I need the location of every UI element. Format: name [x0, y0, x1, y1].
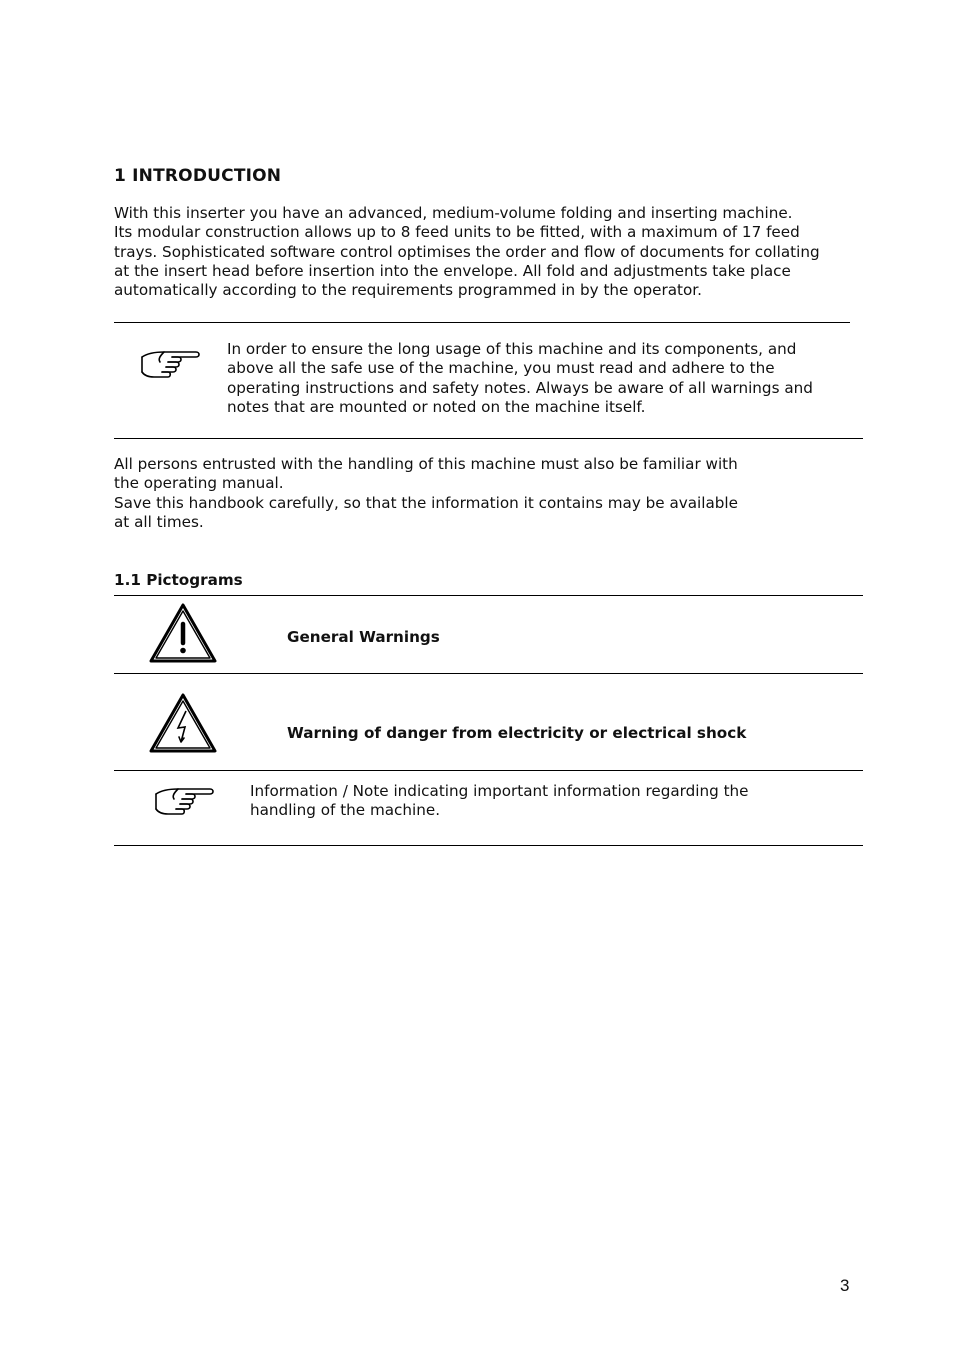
pictogram-label: General Warnings: [287, 628, 440, 646]
intro-paragraph: [114, 204, 820, 300]
note-box-bottom-rule: [114, 438, 863, 439]
electric-shock-warning-icon: [148, 692, 218, 754]
persons-line: All persons entrusted with the handling of this machine must also be familiar with: [114, 455, 738, 473]
note-line: above all the safe use of the machine, you must read and adhere to the: [227, 359, 775, 378]
note-line: notes that are mounted or noted on the machine itself.: [227, 397, 646, 416]
persons-line: the operating manual.: [114, 474, 284, 493]
intro-line: Its modular construction allows up to 8 feed units to be fitted, with a maximum of 17 feed: [114, 223, 800, 242]
note-box-top-rule: [114, 322, 850, 323]
pointing-hand-icon: [138, 347, 202, 381]
pictogram-table-rule: [114, 673, 863, 674]
persons-line: at all times.: [114, 512, 204, 531]
intro-line: at the insert head before insertion into the envelope. All fold and adjustments take place: [114, 261, 791, 280]
pictogram-table-rule: [114, 595, 863, 596]
pictogram-table-rule: [114, 770, 863, 771]
persons-paragraph: [114, 455, 738, 532]
intro-line: trays. Sophisticated software control optimises the order and flow of documents for collating: [114, 242, 820, 261]
pictogram-note-line: Information / Note indicating important information regarding the: [250, 782, 749, 800]
note-line: operating instructions and safety notes. Always be aware of all warnings and: [227, 378, 813, 397]
note-line: In order to ensure the long usage of this machine and its components, and: [227, 340, 797, 358]
pictogram-label: Warning of danger from electricity or electrical shock: [287, 724, 747, 742]
warning-triangle-icon: [148, 602, 218, 664]
pictogram-table-rule: [114, 845, 863, 846]
pictogram-note-line: handling of the machine.: [250, 801, 441, 820]
intro-line: automatically according to the requirements programmed in by the operator.: [114, 281, 702, 300]
persons-line: Save this handbook carefully, so that the information it contains may be available: [114, 493, 738, 512]
note-box-text: [227, 340, 813, 417]
section-heading-pictograms: 1.1 Pictograms: [114, 571, 243, 589]
pointing-hand-icon: [152, 784, 216, 818]
pictogram-note-text: [250, 782, 749, 821]
intro-line: With this inserter you have an advanced, medium-volume folding and inserting machine.: [114, 204, 793, 222]
section-heading-introduction: 1 INTRODUCTION: [114, 166, 282, 186]
page-number: 3: [840, 1276, 850, 1295]
